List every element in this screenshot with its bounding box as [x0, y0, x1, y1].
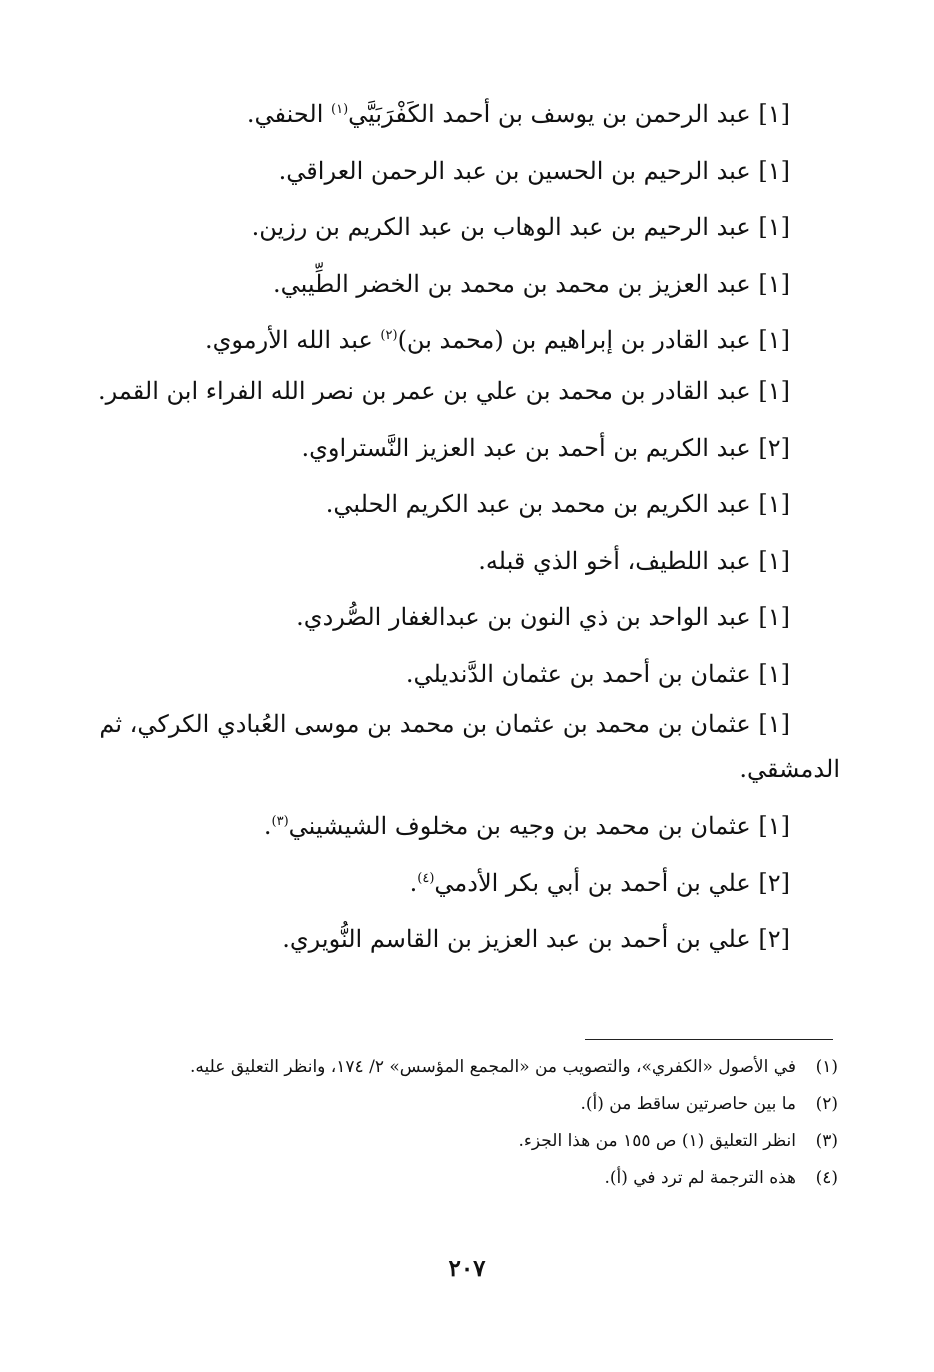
footnote-ref: (٣)	[271, 814, 289, 829]
entry-6: [١] عبد القادر بن محمد بن علي بن عمر بن نصر الله الفراء ابن القمر.	[98, 376, 790, 405]
entry-5: [١] عبد القادر بن إبراهيم بن (محمد بن)$^{(٢)}$ عبد الله الأرموي.	[204, 326, 790, 354]
footnote-number: (١)	[815, 1057, 838, 1077]
footnote-2	[90, 1089, 838, 1120]
entry-7: [٢] عبد الكريم بن أحمد بن عبد العزيز النَّستراوي.	[301, 433, 790, 462]
footnote-text: انظر التعليق (١) ص ١٥٥ من هذا الجزء.	[518, 1131, 796, 1151]
footnote-number: (٢)	[815, 1094, 838, 1114]
entry-1: [١] عبد الرحمن بن يوسف بن أحمد الكَفْرَبَيَّي$^{(١)}$ الحنفي.	[246, 100, 790, 128]
entry-14: [٢] علي بن أحمد بن أبي بكر الأدمي$^{(٤)}$.	[409, 868, 790, 897]
entry-9: [١] عبد اللطيف، أخو الذي قبله.	[478, 546, 790, 575]
footnote-divider	[585, 1039, 833, 1040]
footnote-text: ما بين حاصرتين ساقط من (أ).	[580, 1094, 796, 1114]
entry-3: [١] عبد الرحيم بن عبد الوهاب بن عبد الكريم بن رزين.	[251, 213, 790, 241]
footnote-4	[90, 1163, 838, 1194]
entry-2: [١] عبد الرحيم بن الحسين بن عبد الرحمن العراقي.	[278, 156, 790, 185]
footnote-number: (٣)	[815, 1131, 838, 1151]
footnote-text: في الأصول «الكفري»، والتصويب من «المجمع المؤسس» ٢/ ١٧٤، وانظر التعليق عليه.	[190, 1057, 796, 1077]
entry-11: [١] عثمان بن أحمد بن عثمان الدَّنديلي.	[405, 659, 790, 688]
footnote-text: هذه الترجمة لم ترد في (أ).	[604, 1168, 796, 1188]
page-number: ٢٠٧	[448, 1255, 486, 1282]
footnote-3	[90, 1126, 838, 1157]
footnote-ref: (٤)	[417, 870, 435, 886]
footnote-ref: (٢)	[380, 328, 398, 343]
entry-12: [١] عثمان بن محمد بن عثمان بن محمد بن موسى العُبادي الكركي، ثم الدمشقي.	[99, 710, 840, 783]
footnote-number: (٤)	[815, 1168, 838, 1188]
entry-8: [١] عبد الكريم بن محمد بن عبد الكريم الحلبي.	[325, 490, 790, 518]
footnotes	[90, 1052, 838, 1200]
entry-13: [١] عثمان بن محمد بن وجيه بن مخلوف الشيشيني$^{(٣)}$.	[263, 812, 790, 840]
entry-15: [٢] علي بن أحمد بن عبد العزيز بن القاسم النُّويري.	[282, 925, 790, 953]
footnote-ref: (١)	[331, 102, 349, 117]
footnote-1	[90, 1052, 838, 1083]
entry-4: [١] عبد العزيز بن محمد بن محمد بن الخضر الطِّيبي.	[273, 269, 790, 298]
entry-10: [١] عبد الواحد بن ذي النون بن عبدالغفار الصُّردي.	[296, 603, 790, 631]
entries-list	[90, 86, 840, 968]
